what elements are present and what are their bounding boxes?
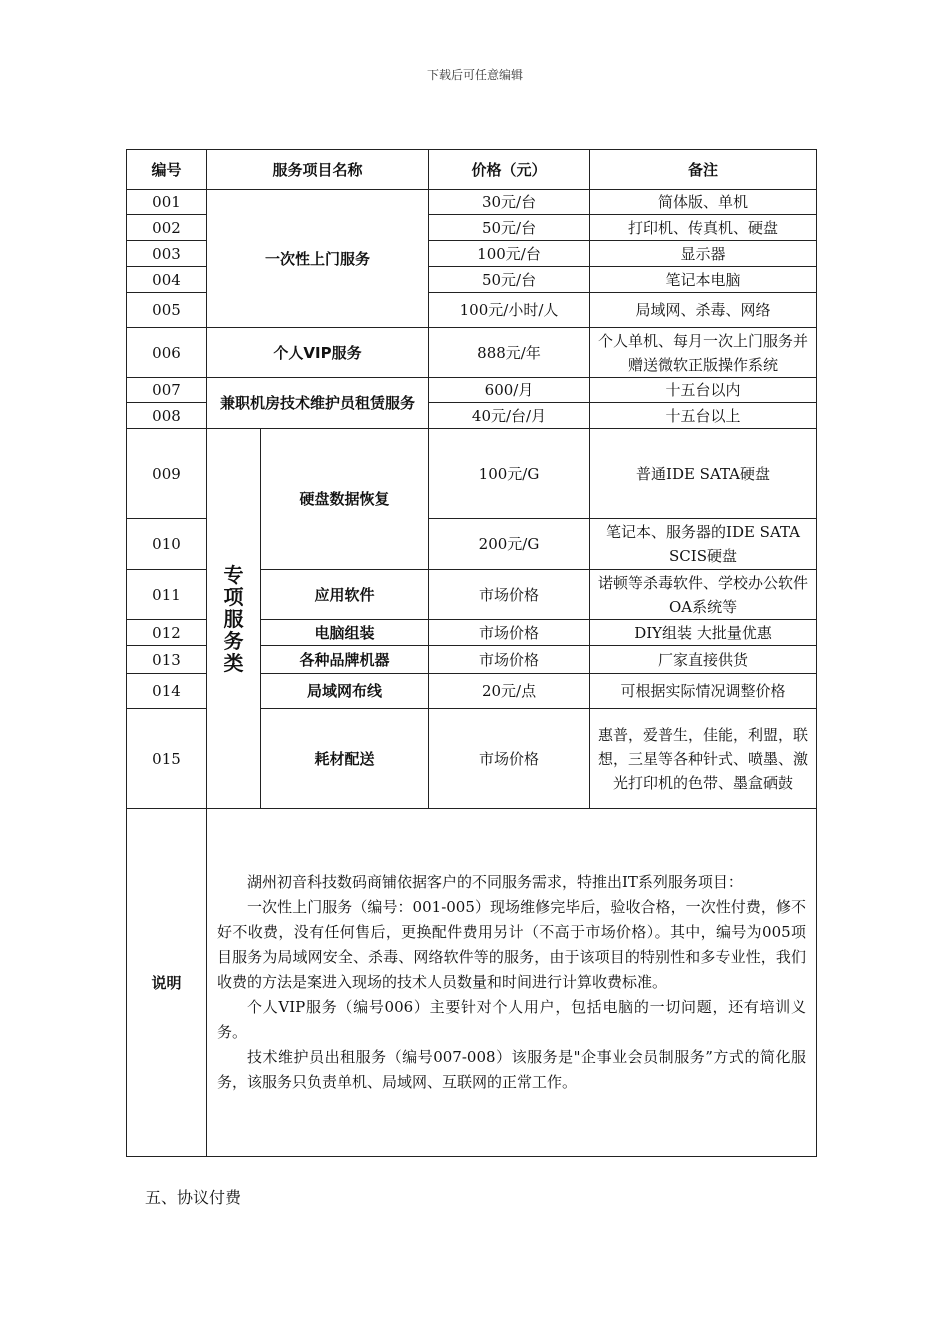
header-note: 下载后可任意编辑	[426, 68, 523, 82]
note-row	[127, 809, 817, 1157]
row-price: 100元/G	[429, 429, 590, 519]
note-label: 说明	[127, 809, 207, 1157]
row-name: 电脑组装	[261, 620, 429, 646]
row-remark: 诺顿等杀毒软件、学校办公软件OA系统等	[590, 570, 817, 620]
row-remark: 简体版、单机	[590, 190, 817, 215]
section-heading: 五、协议付费	[145, 1188, 242, 1207]
row-name: 应用软件	[261, 570, 429, 620]
row-price: 市场价格	[429, 620, 590, 646]
service-table	[126, 149, 817, 1157]
row-no: 004	[127, 267, 207, 293]
row-no: 002	[127, 215, 207, 241]
header-no: 编号	[127, 150, 207, 190]
row-no: 014	[127, 674, 207, 709]
row-no: 009	[127, 429, 207, 519]
row-no: 007	[127, 378, 207, 403]
row-remark: 十五台以内	[590, 378, 817, 403]
row-price: 888元/年	[429, 328, 590, 378]
row-remark: 惠普，爱普生，佳能，利盟，联想，三星等各种针式、喷墨、激光打印机的色带、墨盒硒鼓	[590, 709, 817, 809]
row-no: 015	[127, 709, 207, 809]
group-vip: 个人VIP服务	[207, 328, 429, 378]
row-no: 010	[127, 519, 207, 570]
row-remark: 笔记本电脑	[590, 267, 817, 293]
note-paragraph: 技术维护员出租服务（编号007-008）该服务是"企事业会员制服务”方式的简化服务，该服务只负责单机、局域网、互联网的正常工作。	[217, 1048, 807, 1091]
row-price: 市场价格	[429, 709, 590, 809]
row-remark: 局域网、杀毒、网络	[590, 293, 817, 328]
row-no: 013	[127, 646, 207, 674]
row-name: 局域网布线	[261, 674, 429, 709]
row-price: 40元/台/月	[429, 403, 590, 429]
row-no: 006	[127, 328, 207, 378]
group-special-label: 专项服务类	[223, 562, 244, 675]
group-disk: 硬盘数据恢复	[261, 429, 429, 570]
row-remark: 笔记本、服务器的IDE SATA SCIS硬盘	[590, 519, 817, 570]
row-remark: 个人单机、每月一次上门服务并赠送微软正版操作系统	[590, 328, 817, 378]
table-row	[127, 328, 817, 378]
table-row	[127, 429, 817, 519]
row-price: 30元/台	[429, 190, 590, 215]
row-price: 200元/G	[429, 519, 590, 570]
row-remark: 普通IDE SATA硬盘	[590, 429, 817, 519]
row-price: 50元/台	[429, 267, 590, 293]
row-price: 20元/点	[429, 674, 590, 709]
group-special	[207, 429, 261, 809]
row-price: 600/月	[429, 378, 590, 403]
row-price: 市场价格	[429, 570, 590, 620]
row-name: 各种品牌机器	[261, 646, 429, 674]
row-no: 008	[127, 403, 207, 429]
row-price: 100元/台	[429, 241, 590, 267]
row-no: 001	[127, 190, 207, 215]
header-name: 服务项目名称	[207, 150, 429, 190]
table-header-row	[127, 150, 817, 190]
table-row	[127, 378, 817, 403]
header-price: 价格（元）	[429, 150, 590, 190]
table-row	[127, 190, 817, 215]
group-onsite: 一次性上门服务	[207, 190, 429, 328]
row-price: 市场价格	[429, 646, 590, 674]
group-parttime: 兼职机房技术维护员租赁服务	[207, 378, 429, 429]
note-paragraph: 湖州初音科技数码商铺依据客户的不同服务需求，特推出IT系列服务项目：	[247, 873, 743, 891]
row-remark: 打印机、传真机、硬盘	[590, 215, 817, 241]
header-remark: 备注	[590, 150, 817, 190]
row-no: 003	[127, 241, 207, 267]
row-price: 50元/台	[429, 215, 590, 241]
row-no: 011	[127, 570, 207, 620]
note-content	[207, 809, 817, 1157]
note-paragraph: 个人VIP服务（编号006）主要针对个人用户，包括电脑的一切问题，还有培训义务。	[217, 998, 807, 1041]
row-no: 012	[127, 620, 207, 646]
row-remark: 显示器	[590, 241, 817, 267]
row-price: 100元/小时/人	[429, 293, 590, 328]
row-no: 005	[127, 293, 207, 328]
row-remark: 厂家直接供货	[590, 646, 817, 674]
row-name: 耗材配送	[261, 709, 429, 809]
note-paragraph: 一次性上门服务（编号：001-005）现场维修完毕后，验收合格，一次性付费，修不好不收费，没有任何售后，更换配件费用另计（不高于市场价格）。其中，编号为005项目服务为局域网安全、杀毒、网络软件等的服务，由于该项目的特别性和多专业性，我们收费的方法是案进入现场的技术人员数量和时间进行计算收费标准。	[217, 898, 807, 991]
row-remark: DIY组装 大批量优惠	[590, 620, 817, 646]
row-remark: 十五台以上	[590, 403, 817, 429]
row-remark: 可根据实际情况调整价格	[590, 674, 817, 709]
